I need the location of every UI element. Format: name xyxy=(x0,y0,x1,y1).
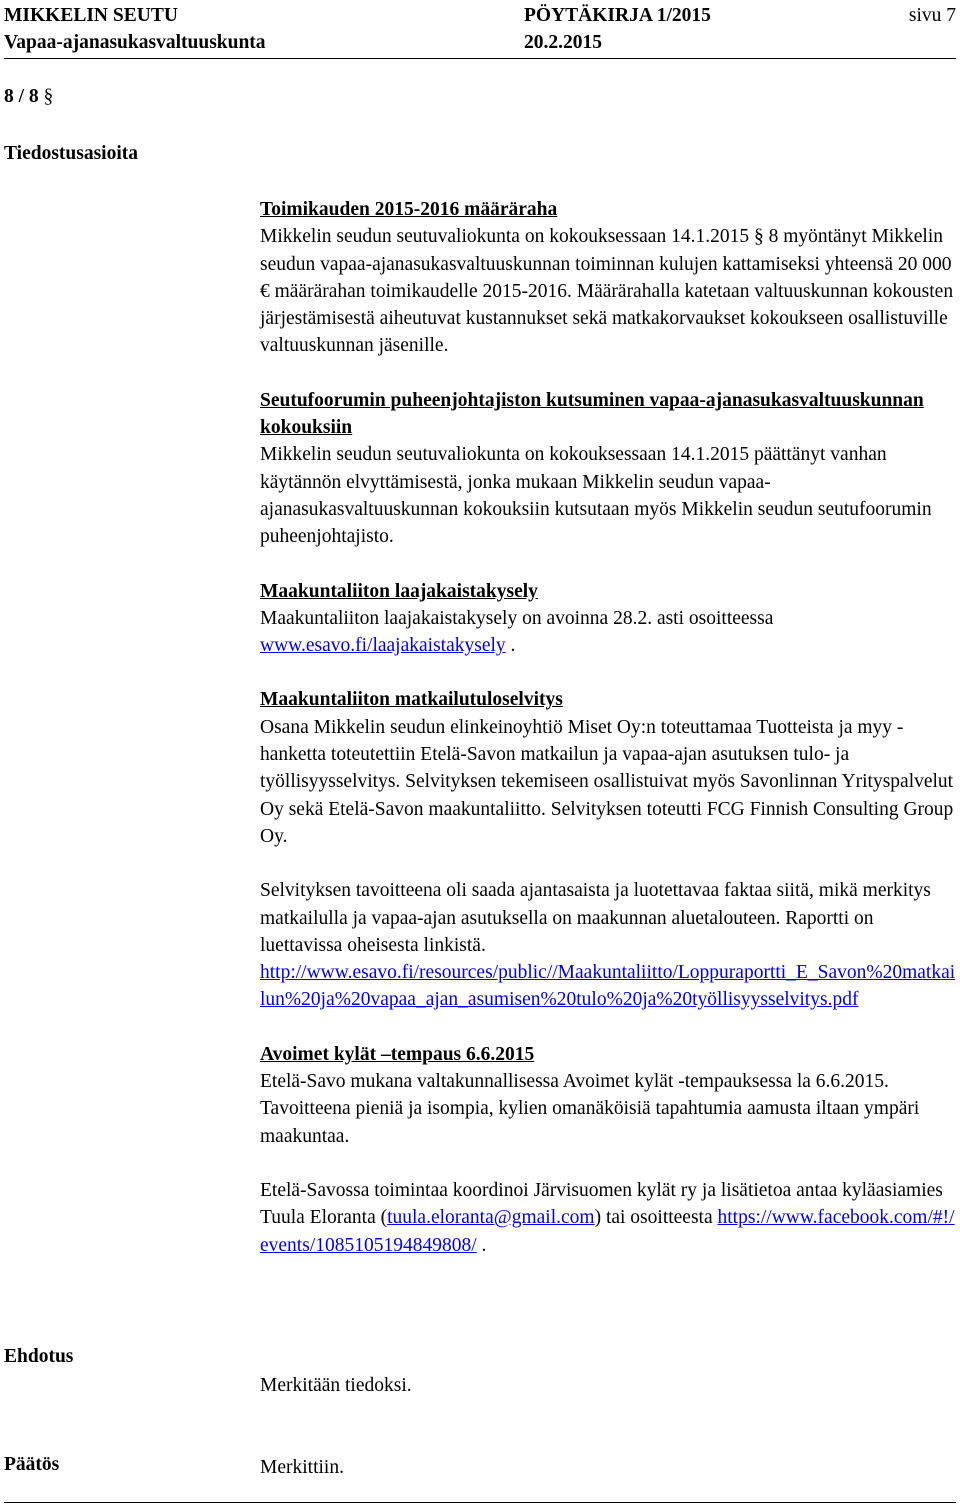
budget-text-b: 8 myöntänyt Mikkelin seudun vapaa-ajanasukasvaltuuskunnan toiminnan kulujen kattamiseksi yhteensä 20 000 xyxy=(260,226,952,275)
forum-paragraph: Mikkelin seudun seutuvaliokunta on kokouksessaan 14.1.2015 päättänyt vanhan käytännön elvyttämisestä, jonka mukaan Mikkelin seudun vapaa-ajanasukasvaltuuskunnan kokouksiin kutsutaan myös Mikkelin seudun seutufoorumin puheenjohtajisto. xyxy=(260,444,932,548)
committee-name: Vapaa-ajanasukasvaltuuskunta xyxy=(4,32,266,53)
page-header xyxy=(4,2,956,56)
main-content xyxy=(260,196,956,1259)
document-title: PÖYTÄKIRJA 1/2015 xyxy=(524,5,711,26)
budget-section-symbol: § xyxy=(753,226,764,248)
open-villages-contact xyxy=(260,1177,956,1259)
section-title: Tiedostusasioita xyxy=(4,143,139,164)
broadband-text: Maakuntaliiton laajakaistakysely on avoinna 28.2. asti osoitteessa xyxy=(260,607,774,629)
meeting-date: 20.2.2015 xyxy=(524,32,602,53)
page-number: sivu 7 xyxy=(908,5,956,26)
broadband-paragraph xyxy=(260,605,956,660)
decision-label: Päätös xyxy=(4,1454,60,1475)
contact-text-a: Etelä-Savossa toimintaa koordinoi Järvisuomen kylät ry ja lisätietoa antaa kyläasiamies Tuula Eloranta ( xyxy=(260,1179,943,1229)
broadband-survey-link[interactable]: www.esavo.fi/laajakaistakysely xyxy=(260,635,506,657)
contact-text-b: ) tai osoitteesta xyxy=(594,1207,718,1229)
budget-text-c: määrärahan toimikaudelle 2015-2016. Määrärahalla katetaan valtuuskunnan kokousten järjestämisestä aiheutuvat kustannukset sekä matkakorvaukset kokoukseen osallistuville valtuuskunnan jäsenille. xyxy=(260,280,954,357)
decision-text: Merkittiin. xyxy=(260,1457,344,1478)
open-villages-paragraph: Etelä-Savo mukana valtakunnallisessa Avoimet kylät -tempauksessa la 6.6.2015. Tavoitteena pieniä ja isompia, kylien omanäköisiä tapahtumia aamusta iltaan ympäri maakuntaa. xyxy=(260,1071,920,1147)
heading-tourism: Maakuntaliiton matkailutuloselvitys xyxy=(260,689,563,711)
item-number-text: 8 / 8 xyxy=(4,86,39,107)
email-link[interactable]: tuula.eloranta@gmail.com xyxy=(387,1207,595,1229)
section-symbol: § xyxy=(43,86,54,107)
footer-divider xyxy=(4,1502,956,1503)
contact-text-c: . xyxy=(476,1234,487,1256)
item-number xyxy=(4,86,53,108)
broadband-after: . xyxy=(505,635,516,657)
facebook-event-link[interactable]: https://www.facebook.com/#!/events/1085105194849808/ xyxy=(260,1207,955,1256)
heading-budget: Toimikauden 2015-2016 määräraha xyxy=(260,199,558,220)
tourism-paragraph: Osana Mikkelin seudun elinkeinoyhtiö Miset Oy:n toteuttamaa Tuotteista ja myy -hanketta toteutettiin Etelä-Savon matkailun ja vapaa-ajan asutuksen tulo- ja työllisyysselvitys. Selvityksen tekemiseen osallistuivat myös Savonlinnan Yrityspalvelut Oy sekä Etelä-Savon maakuntaliitto. Selvityksen toteutti FCG Finnish Consulting Group Oy. xyxy=(260,716,954,847)
heading-broadband: Maakuntaliiton laajakaistakysely xyxy=(260,580,538,602)
tourism-report-link[interactable]: http://www.esavo.fi/resources/public//Maakuntaliitto/Loppuraportti_E_Savon%20matkailun%20ja%20vapaa_ajan_asumisen%20tulo%20ja%20työllisyysselvitys.pdf xyxy=(260,962,956,1011)
proposal-text: Merkitään tiedoksi. xyxy=(260,1375,412,1396)
heading-open-villages: Avoimet kylät –tempaus 6.6.2015 xyxy=(260,1043,535,1065)
budget-paragraph xyxy=(260,223,956,359)
currency-symbol: € xyxy=(260,280,270,302)
org-name: MIKKELIN SEUTU xyxy=(4,5,178,26)
tourism-paragraph-2: Selvityksen tavoitteena oli saada ajantasaista ja luotettavaa faktaa siitä, mikä merkitys matkailulla ja vapaa-ajan asutuksella on maakunnan aluetalouteen. Raportti on luettavissa oheisesta linkistä. xyxy=(260,880,931,956)
heading-forum: Seutufoorumin puheenjohtajiston kutsuminen vapaa-ajanasukasvaltuuskunnan kokouksiin xyxy=(260,389,924,439)
proposal-label: Ehdotus xyxy=(4,1346,74,1367)
budget-text-a: Mikkelin seudun seutuvaliokunta on kokouksessaan 14.1.2015 xyxy=(260,226,754,248)
header-divider xyxy=(4,58,956,59)
